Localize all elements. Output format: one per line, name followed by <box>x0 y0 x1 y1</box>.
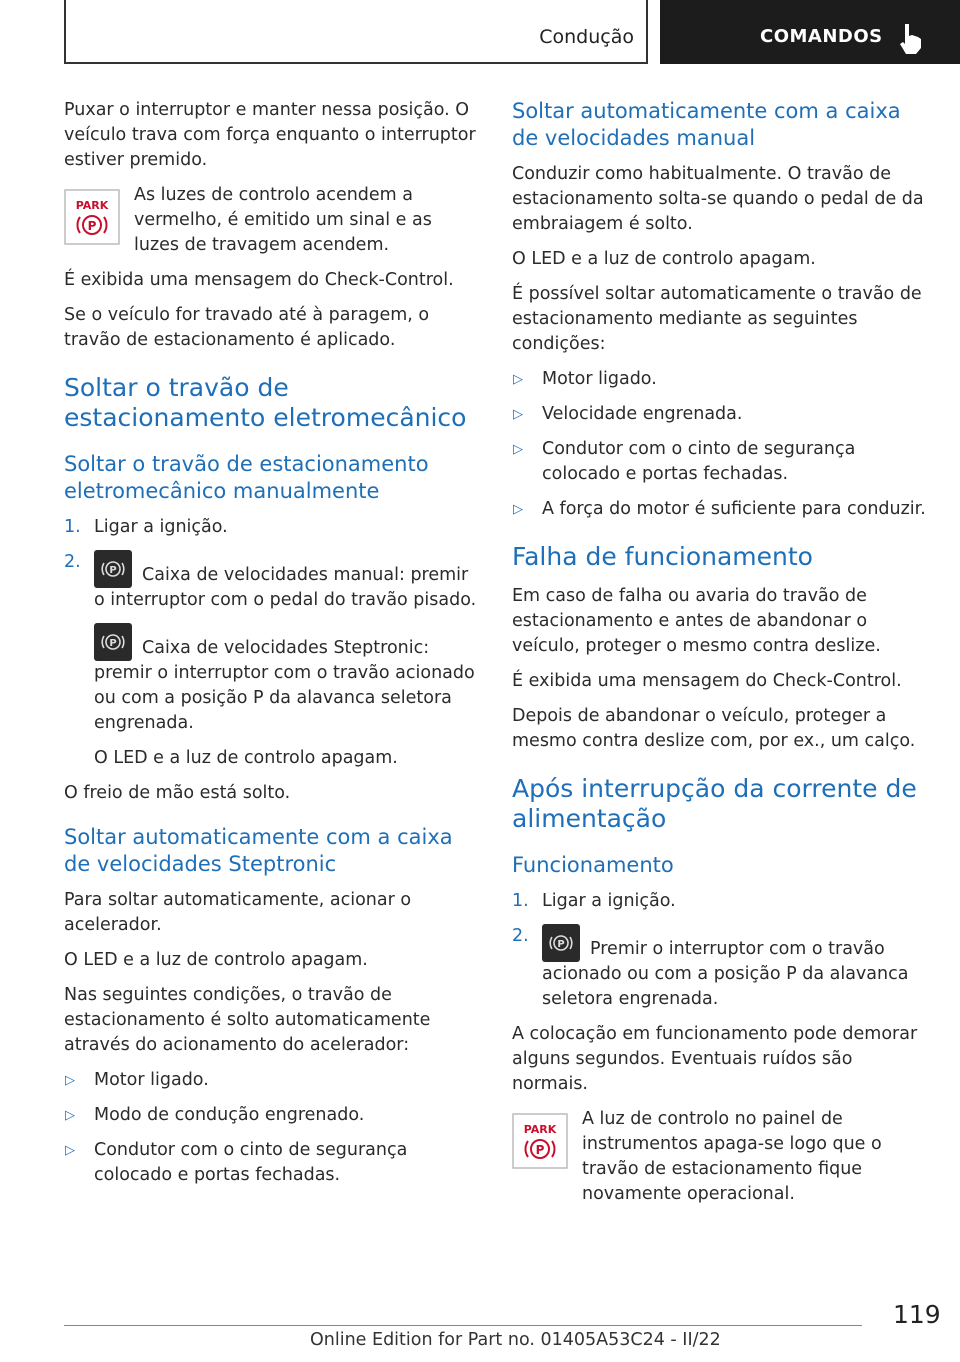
paragraph: É exibida uma mensagem do Check-Control. <box>64 270 454 290</box>
paragraph: Se o veículo for travado até à paragem, o travão de estacionamento é aplicado. <box>64 305 430 350</box>
list-item <box>64 515 478 540</box>
park-indicator-paragraph <box>64 183 478 258</box>
list-item <box>512 889 928 914</box>
park-indicator-paragraph <box>512 1107 928 1207</box>
bullet-text: Velocidade engrenada. <box>542 404 743 424</box>
subsection-heading: Soltar automaticamente com a caixa de velocidades manual <box>512 99 901 150</box>
parking-brake-button-icon <box>94 550 132 588</box>
step-number: 2. <box>64 552 81 572</box>
step-number: 2. <box>512 926 529 946</box>
list-item: ▷ Motor ligado. <box>513 369 657 389</box>
header-section-box <box>64 0 648 64</box>
svg-text:P: P <box>535 1143 545 1157</box>
svg-text:P: P <box>557 939 565 950</box>
paragraph: O LED e a luz de controlo apagam. <box>512 249 816 269</box>
paragraph: Depois de abandonar o veículo, proteger a mesmo contra deslize com, por ex., um calço. <box>512 706 916 751</box>
list-item: ▷ Motor ligado. <box>65 1070 209 1090</box>
step-number: 1. <box>64 517 81 537</box>
header-chapter-box <box>660 0 960 64</box>
step-text: Caixa de velocidades Steptronic: premir o interruptor com o travão acionado ou com a posição P da alavanca seletora engrenada. <box>94 638 475 733</box>
step-text: Premir o interruptor com o travão acionado ou com a posição P da alavanca seletora engrenada. <box>542 939 909 1009</box>
paragraph: A colocação em funcionamento pode demorar alguns segundos. Eventuais ruídos são normais. <box>512 1024 918 1094</box>
bullet-text: Motor ligado. <box>542 369 657 389</box>
section-heading: Falha de funcionamento <box>512 542 813 571</box>
step-text: Ligar a ignição. <box>542 891 676 911</box>
right-column <box>512 98 928 1217</box>
list-item: ▷ Condutor com o cinto de segurança colocado e portas fechadas. <box>65 1140 408 1185</box>
subsection-heading: Funcionamento <box>512 853 674 877</box>
footer-edition: Online Edition for Part no. 01405A53C24 - II/22 <box>310 1330 721 1350</box>
header-chapter-title: COMANDOS <box>760 26 883 47</box>
subsection-heading: Soltar automaticamente com a caixa de velocidades Steptronic <box>64 825 453 876</box>
step-text: Ligar a ignição. <box>94 517 228 537</box>
parking-brake-button-icon <box>94 623 132 661</box>
paragraph: Conduzir como habitualmente. O travão de estacionamento solta-se quando o pedal de da embraiagem é solto. <box>512 164 924 234</box>
paragraph: É possível soltar automaticamente o travão de estacionamento mediante as seguintes condições: <box>512 284 922 354</box>
parking-brake-button-icon <box>542 924 580 962</box>
list-item: ▷ Modo de condução engrenado. <box>65 1105 365 1125</box>
bullet-text: A força do motor é suficiente para conduzir. <box>542 499 926 519</box>
svg-text:P: P <box>87 219 97 233</box>
pointing-hand-icon <box>896 22 924 56</box>
svg-text:PARK: PARK <box>523 1123 557 1136</box>
bullet-text: Motor ligado. <box>94 1070 209 1090</box>
svg-text:PARK: PARK <box>75 199 109 212</box>
page-number: 119 <box>893 1300 941 1329</box>
subsection-heading: Soltar o travão de estacionamento eletromecânico manualmente <box>64 452 429 503</box>
paragraph: A luz de controlo no painel de instrumentos apaga-se logo que o travão de estacionamento fique novamente operacional. <box>582 1109 882 1204</box>
paragraph: É exibida uma mensagem do Check-Control. <box>512 671 902 691</box>
left-column <box>64 98 478 1198</box>
step-number: 1. <box>512 891 529 911</box>
paragraph: Em caso de falha ou avaria do travão de estacionamento e antes de abandonar o veículo, proteger o mesmo contra deslize. <box>512 586 881 656</box>
list-item <box>512 924 928 1012</box>
paragraph: O LED e a luz de controlo apagam. <box>94 748 398 768</box>
list-item: ▷ Velocidade engrenada. <box>513 404 743 424</box>
footer-divider <box>64 1325 862 1326</box>
section-heading: Após interrupção da corrente de alimentação <box>512 774 917 833</box>
bullet-text: Modo de condução engrenado. <box>94 1105 365 1125</box>
paragraph: O LED e a luz de controlo apagam. <box>64 950 368 970</box>
section-heading: Soltar o travão de estacionamento eletromecânico <box>64 373 467 432</box>
list-item: ▷ Condutor com o cinto de segurança colocado e portas fechadas. <box>513 439 856 484</box>
list-item-continuation <box>64 623 478 736</box>
park-brake-indicator-icon <box>512 1113 568 1169</box>
list-item <box>64 550 478 613</box>
paragraph: As luzes de controlo acendem a vermelho, é emitido um sinal e as luzes de travagem acendem. <box>134 185 432 255</box>
svg-text:P: P <box>109 638 117 649</box>
header-section-title: Condução <box>539 26 634 48</box>
list-item: ▷ A força do motor é suficiente para conduzir. <box>513 499 926 519</box>
park-brake-indicator-icon <box>64 189 120 245</box>
bullet-text: Condutor com o cinto de segurança colocado e portas fechadas. <box>94 1140 408 1185</box>
paragraph: Nas seguintes condições, o travão de estacionamento é solto automaticamente através do acionamento do acelerador: <box>64 985 431 1055</box>
paragraph: Puxar o interruptor e manter nessa posição. O veículo trava com força enquanto o interruptor estiver premido. <box>64 100 476 170</box>
paragraph: O freio de mão está solto. <box>64 783 291 803</box>
paragraph: Para soltar automaticamente, acionar o acelerador. <box>64 890 412 935</box>
svg-text:P: P <box>109 565 117 576</box>
bullet-text: Condutor com o cinto de segurança colocado e portas fechadas. <box>542 439 856 484</box>
step-text: Caixa de velocidades manual: premir o interruptor com o pedal do travão pisado. <box>94 565 477 610</box>
